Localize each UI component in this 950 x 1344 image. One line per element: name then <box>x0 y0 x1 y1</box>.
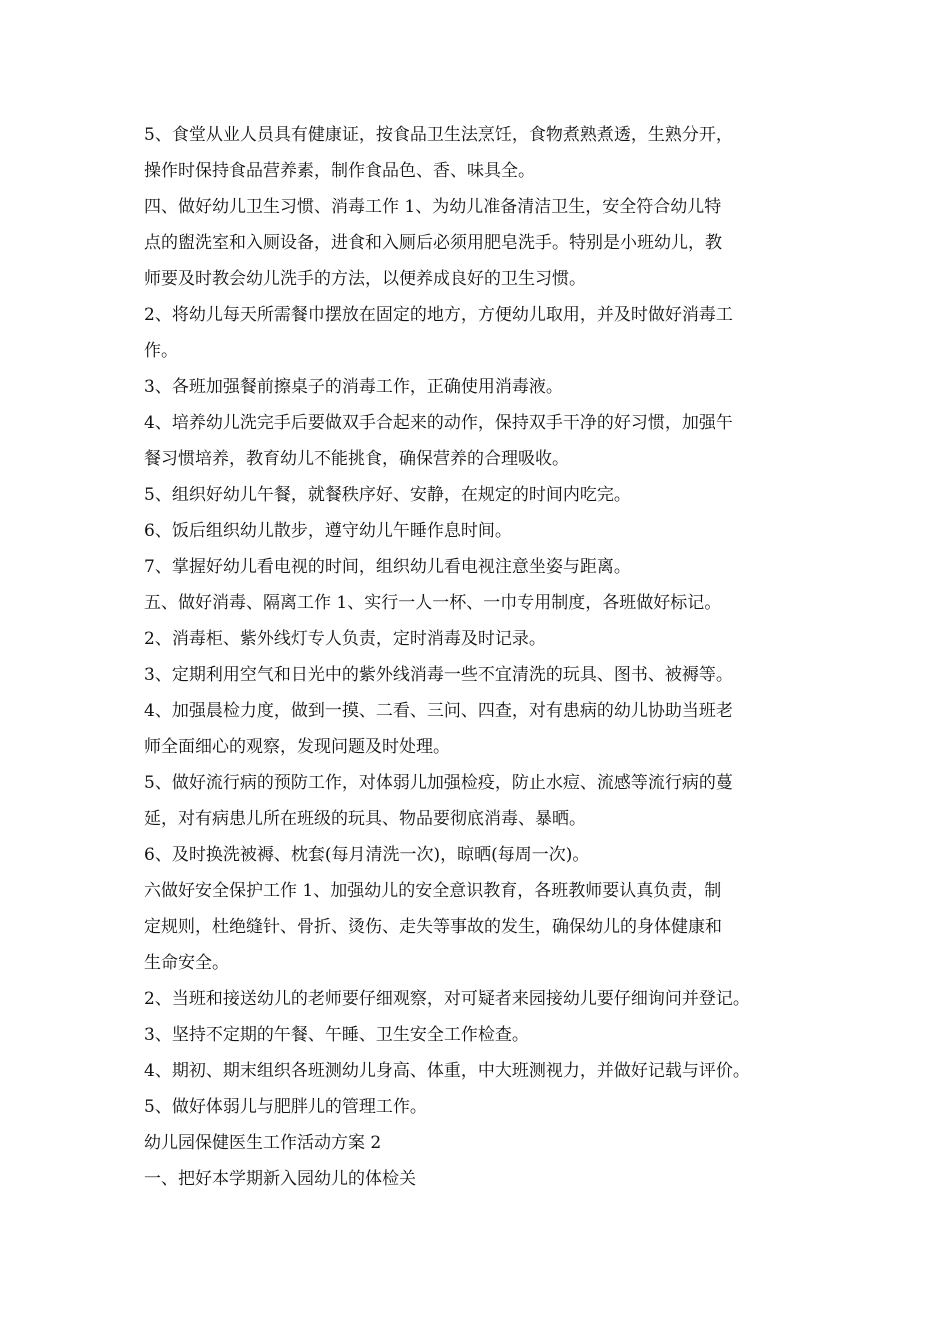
paragraph <box>144 477 824 513</box>
text-line: 2、当班和接送幼儿的老师要仔细观察，对可疑者来园接幼儿要仔细询问并登记。 <box>144 989 750 1009</box>
paragraph <box>144 837 824 873</box>
paragraph <box>144 693 824 765</box>
paragraph <box>144 765 824 837</box>
paragraph <box>144 621 824 657</box>
paragraph <box>144 405 824 477</box>
paragraph <box>144 189 824 297</box>
document-body <box>144 117 824 1197</box>
paragraph <box>144 873 824 981</box>
paragraph <box>144 585 824 621</box>
text-line: 6、饭后组织幼儿散步，遵守幼儿午睡作息时间。 <box>144 521 512 541</box>
text-line: 点的盥洗室和入厕设备，进食和入厕后必须用肥皂洗手。特别是小班幼儿，教 <box>144 233 722 253</box>
paragraph <box>144 1053 824 1089</box>
text-line: 5、组织好幼儿午餐，就餐秩序好、安静，在规定的时间内吃完。 <box>144 485 631 505</box>
paragraph <box>144 1161 824 1197</box>
paragraph <box>144 1089 824 1125</box>
paragraph <box>144 1125 824 1161</box>
text-line: 2、将幼儿每天所需餐巾摆放在固定的地方，方便幼儿取用，并及时做好消毒工 <box>144 305 733 325</box>
text-line: 定规则，杜绝缝针、骨折、烫伤、走失等事故的发生，确保幼儿的身体健康和 <box>144 917 722 937</box>
paragraph <box>144 369 824 405</box>
text-line: 2、消毒柜、紫外线灯专人负责，定时消毒及时记录。 <box>144 629 546 649</box>
text-line: 餐习惯培养，教育幼儿不能挑食，确保营养的合理吸收。 <box>144 449 569 469</box>
paragraph <box>144 1017 824 1053</box>
paragraph <box>144 981 824 1017</box>
text-line: 4、加强晨检力度，做到一摸、二看、三问、四查，对有患病的幼儿协助当班老 <box>144 701 733 721</box>
text-line: 幼儿园保健医生工作活动方案 2 <box>144 1133 382 1153</box>
text-line: 生命安全。 <box>144 953 229 973</box>
text-line: 师要及时教会幼儿洗手的方法，以便养成良好的卫生习惯。 <box>144 269 586 289</box>
text-line: 一、把好本学期新入园幼儿的体检关 <box>144 1169 416 1189</box>
text-line: 五、做好消毒、隔离工作 1、实行一人一杯、一巾专用制度，各班做好标记。 <box>144 593 722 613</box>
text-line: 6、及时换洗被褥、枕套(每月清洗一次)，晾晒(每周一次)。 <box>144 845 590 865</box>
text-line: 3、坚持不定期的午餐、午睡、卫生安全工作检查。 <box>144 1025 529 1045</box>
text-line: 3、定期利用空气和日光中的紫外线消毒一些不宜清洗的玩具、图书、被褥等。 <box>144 665 733 685</box>
text-line: 4、培养幼儿洗完手后要做双手合起来的动作，保持双手干净的好习惯，加强午 <box>144 413 733 433</box>
text-line: 3、各班加强餐前擦桌子的消毒工作，正确使用消毒液。 <box>144 377 563 397</box>
text-line: 作。 <box>144 341 178 361</box>
text-line: 师全面细心的观察，发现问题及时处理。 <box>144 737 450 757</box>
text-line: 六做好安全保护工作 1、加强幼儿的安全意识教育，各班教师要认真负责，制 <box>144 881 722 901</box>
paragraph <box>144 297 824 369</box>
paragraph <box>144 549 824 585</box>
text-line: 操作时保持食品营养素，制作食品色、香、味具全。 <box>144 161 535 181</box>
paragraph <box>144 117 824 189</box>
text-line: 5、食堂从业人员具有健康证，按食品卫生法烹饪，食物煮熟煮透，生熟分开， <box>144 125 733 145</box>
text-line: 5、做好流行病的预防工作，对体弱儿加强检疫，防止水痘、流感等流行病的蔓 <box>144 773 733 793</box>
paragraph <box>144 657 824 693</box>
text-line: 4、期初、期末组织各班测幼儿身高、体重，中大班测视力，并做好记载与评价。 <box>144 1061 750 1081</box>
text-line: 四、做好幼儿卫生习惯、消毒工作 1、为幼儿准备清洁卫生，安全符合幼儿特 <box>144 197 722 217</box>
text-line: 5、做好体弱儿与肥胖儿的管理工作。 <box>144 1097 427 1117</box>
text-line: 7、掌握好幼儿看电视的时间，组织幼儿看电视注意坐姿与距离。 <box>144 557 631 577</box>
text-line: 延，对有病患儿所在班级的玩具、物品要彻底消毒、暴晒。 <box>144 809 586 829</box>
paragraph <box>144 513 824 549</box>
